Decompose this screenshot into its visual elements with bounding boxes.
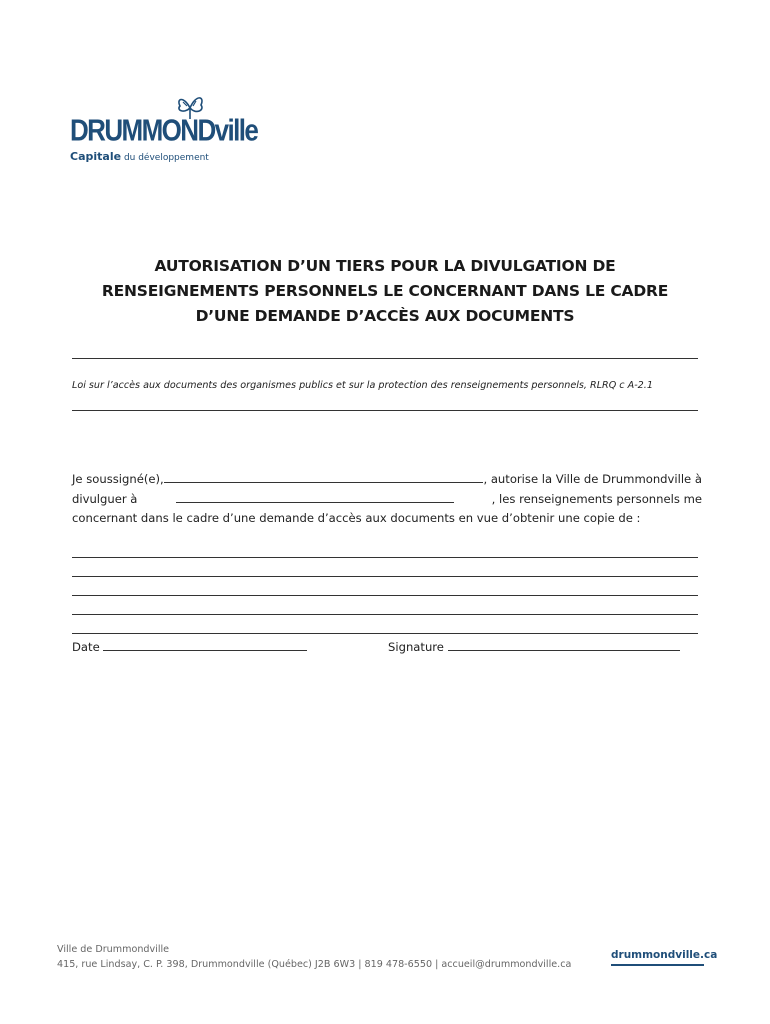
logo-wordmark: DRUMMONDville xyxy=(70,112,258,148)
date-row xyxy=(72,638,307,654)
title-line-3: D’UNE DEMANDE D’ACCÈS AUX DOCUMENTS xyxy=(195,307,575,325)
body-line-2 xyxy=(72,490,702,510)
body-line-1 xyxy=(72,470,702,490)
footer-address: 415, rue Lindsay, C. P. 398, Drummondville (Québec) J2B 6W3 | 819 478-6550 | accueil@drummondville.ca xyxy=(57,959,572,970)
logo-tagline xyxy=(70,150,209,163)
title-line-1: AUTORISATION D’UN TIERS POUR LA DIVULGATION DE xyxy=(154,257,616,275)
document-request-line-3[interactable] xyxy=(72,595,698,596)
body-line-2-end: , les renseignements personnels me xyxy=(491,491,702,506)
body-line-3 xyxy=(72,509,702,529)
body-line-3-text: concernant dans le cadre d’une demande d’accès aux documents en vue d’obtenir une copie de : xyxy=(72,511,641,525)
document-title xyxy=(60,254,710,329)
document-request-line-5[interactable] xyxy=(72,633,698,634)
signature-field[interactable] xyxy=(448,638,680,651)
law-reference: Loi sur l’accès aux documents des organismes publics et sur la protection des renseignements personnels, RLRQ c A-2.1 xyxy=(72,380,653,391)
footer-website-link[interactable]: drummondville.ca xyxy=(611,949,718,961)
body-line-2-start: divulguer à xyxy=(72,491,138,506)
document-request-line-1[interactable] xyxy=(72,557,698,558)
divider-top xyxy=(72,358,698,359)
footer-org: Ville de Drummondville xyxy=(57,944,170,955)
date-label: Date xyxy=(72,640,100,654)
body-line-1-end: , autorise la Ville de Drummondville à xyxy=(483,472,702,486)
divider-bottom xyxy=(72,410,698,411)
website-underline xyxy=(611,964,704,966)
signature-row xyxy=(388,638,680,654)
signature-label: Signature xyxy=(388,640,444,654)
body-line-1-start: Je soussigné(e), xyxy=(72,472,164,486)
authorizer-name-field[interactable] xyxy=(164,470,484,483)
logo-tagline-bold: Capitale xyxy=(70,150,122,163)
city-logo xyxy=(70,92,258,167)
date-field[interactable] xyxy=(103,638,307,651)
document-request-line-2[interactable] xyxy=(72,576,698,577)
footer-address-block xyxy=(57,942,571,972)
authorization-text xyxy=(72,470,702,529)
third-party-name-field[interactable] xyxy=(176,490,454,503)
logo-tagline-rest: du développement xyxy=(123,153,209,163)
title-line-2: RENSEIGNEMENTS PERSONNELS LE CONCERNANT DANS LE CADRE xyxy=(101,282,669,300)
document-request-line-4[interactable] xyxy=(72,614,698,615)
